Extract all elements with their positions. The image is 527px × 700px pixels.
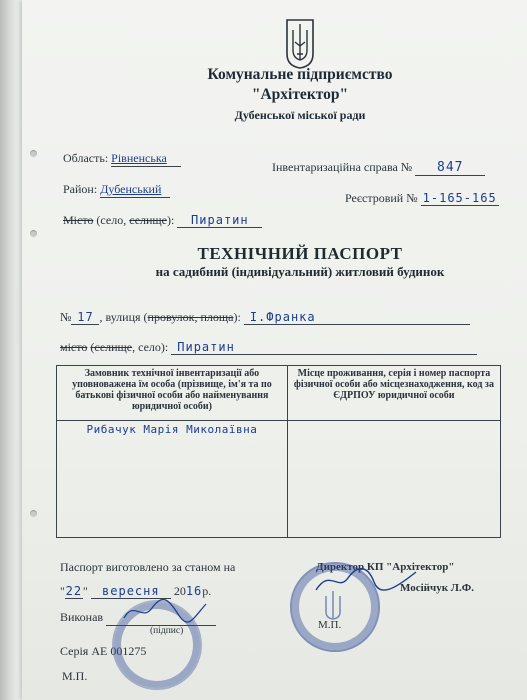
director-name: Мосійчук Л.Ф. — [400, 582, 474, 594]
settlement-label-struck1: місто — [60, 340, 88, 354]
raion-value: Дубенський — [100, 182, 170, 198]
city-label-rest: (село, — [96, 213, 127, 227]
inventory-case-field — [272, 160, 485, 176]
document-title: ТЕХНІЧНИЙ ПАСПОРТ — [197, 244, 403, 263]
city-field — [63, 213, 262, 228]
date-year-prefix: 20 — [173, 584, 186, 598]
settlement-label-b: , село): — [132, 340, 169, 354]
org-name-line1: Комунальне підприємство — [207, 66, 393, 83]
registry-field — [345, 191, 499, 206]
date-year-end: р. — [202, 584, 212, 598]
document-subtitle: на садибний (індивідуальний) житловий будинок — [155, 264, 445, 279]
owner-table — [56, 365, 501, 538]
owner-name-cell: Рибачук Марія Миколаївна — [57, 421, 288, 538]
oblast-value: Рівненська — [111, 151, 181, 167]
series-number: Серія АЕ 001275 — [60, 644, 147, 658]
street-address-field — [60, 310, 500, 325]
city-value: Пиратин — [177, 213, 262, 228]
street-label-struck: провулок, площа — [147, 310, 234, 324]
raion-field — [63, 182, 170, 198]
raion-label: Район: — [63, 182, 98, 196]
director-label: Директор КП "Архітектор" — [316, 561, 455, 573]
executor-label: Виконав — [60, 610, 104, 624]
settlement-value: Пиратин — [171, 340, 477, 355]
director-signature — [312, 562, 422, 598]
executor-signature — [120, 596, 210, 626]
settlement-label-struck2: (селище — [90, 340, 133, 354]
org-name-line3: Дубенської міської ради — [234, 108, 366, 122]
registry-value: 1-165-165 — [422, 191, 497, 205]
owner-table-header-row — [57, 366, 501, 421]
org-name-line2: "Архітектор" — [251, 86, 349, 103]
date-day: 22 — [65, 584, 83, 598]
inventory-case-value: 847 — [415, 160, 485, 176]
street-label-b: ): — [233, 310, 241, 324]
street-value: І.Франка — [244, 310, 470, 325]
city-label-end: ): — [167, 213, 175, 227]
oblast-label: Область: — [63, 151, 109, 165]
made-as-of-label: Паспорт виготовлено за станом на — [60, 560, 236, 574]
date-month: вересня — [91, 584, 171, 599]
settlement-field — [60, 340, 500, 355]
city-label-struck2: селище — [129, 213, 167, 227]
residence-column-header: Місце проживання, серія і номер паспорта фізичної особи або місцезнаходження, код за ЄДРПОУ юридичної особи — [287, 366, 500, 421]
mp-left-label: М.П. — [62, 669, 88, 683]
customer-column-header: Замовник технічної інвентаризації або уповноважена їм особа (прізвище, ім'я та по батькові фізичної особи або найменування юридичної особи) — [57, 366, 288, 421]
city-label-struck: Місто — [63, 213, 94, 227]
coat-of-arms-trident-icon — [283, 16, 317, 70]
signature-caption: (підпис) — [150, 626, 184, 636]
date-year-suffix: 16 — [185, 584, 203, 598]
house-number-label: № — [60, 310, 72, 324]
oblast-field — [63, 151, 181, 167]
made-date: "22" вересня 2016р. — [60, 584, 212, 598]
street-label-a: , вулиця ( — [99, 310, 148, 324]
owner-address-cell — [287, 421, 500, 538]
inventory-case-label: Інвентаризаційна справа № — [272, 160, 413, 174]
owner-table-row — [57, 421, 501, 538]
registry-label: Реєстровий № — [345, 191, 418, 205]
house-number-value: 17 — [71, 310, 99, 325]
mp-right-label: М.П. — [318, 619, 342, 631]
